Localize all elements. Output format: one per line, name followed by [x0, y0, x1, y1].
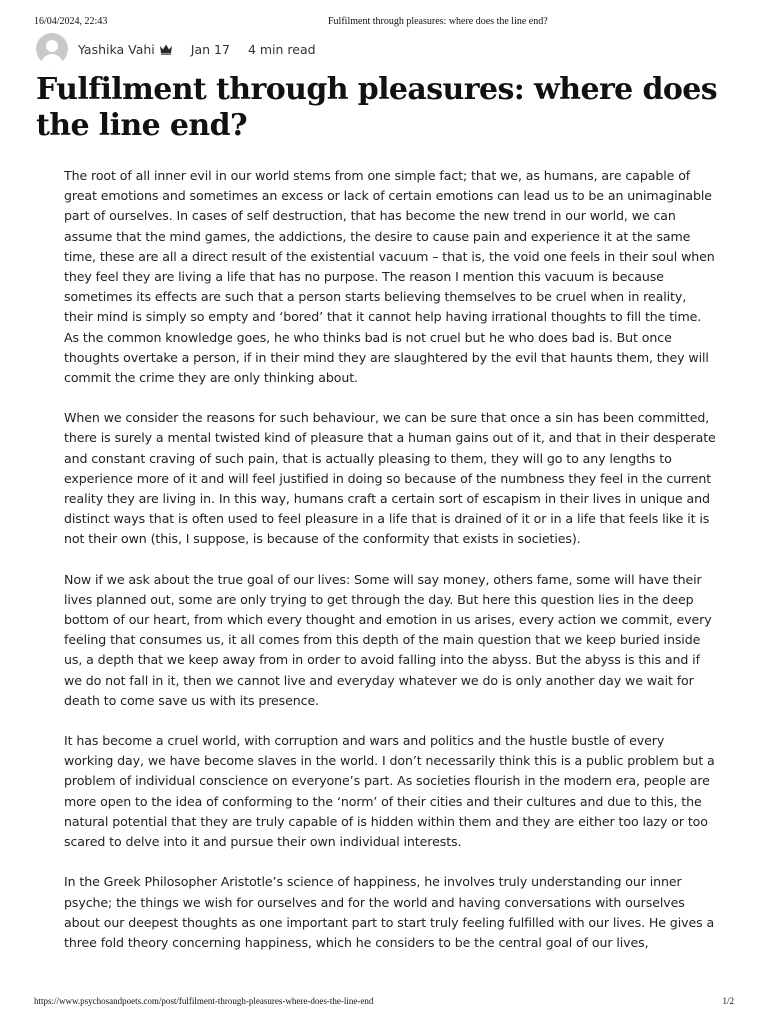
- print-datetime: 16/04/2024, 22:43: [34, 16, 108, 27]
- article-paragraph: In the Greek Philosopher Aristotle’s science of happiness, he involves truly understanding our inner psyche; the things we wish for ourselves and for the world and having conversations with ourselves about our deepest thoughts as one important part to start truly feeling fulfilled with our lives. He gives a three fold theory concerning happiness, which he considers to be the central goal of our lives,: [64, 874, 715, 950]
- article-paragraph: Now if we ask about the true goal of our lives: Some will say money, others fame, some will have their lives planned out, some are only trying to get through the day. But here this question lies in the deep bottom of our heart, from which every thought and emotion in us arises, every action we commit, every feeling that consumes us, it all comes from this depth of the main question that we keep buried inside us, a depth that we keep away from in order to avoid falling into the abyss. But the abyss is this and if we do not fall in it, then we cannot live and everyday whatever we do is only another day we wait for death to come save us with its presence.: [64, 571, 712, 708]
- print-page-title: Fulfilment through pleasures: where does the line end?: [328, 16, 548, 27]
- article-title: Fulfilment through pleasures: where does the line end?: [36, 72, 718, 143]
- article-paragraph: It has become a cruel world, with corruption and wars and politics and the hustle bustle of every working day, we have become slaves in the world. I don’t necessarily think this is a public problem but a problem of individual conscience on everyone’s part. As societies flourish in the modern era, people are more open to the idea of conforming to the ‘norm’ of their cities and their cultures and due to this, the natural potential that they are truly capable of is hidden within them and they are either too lazy or too scared to delve into it and pursue their own individual interests.: [64, 733, 715, 850]
- author-bar: [36, 32, 316, 66]
- print-header: [34, 16, 734, 30]
- print-page-number: 1/2: [722, 996, 734, 1006]
- read-time: 4 min read: [247, 41, 316, 57]
- post-date: Jan 17: [190, 41, 230, 57]
- print-footer: [34, 996, 734, 1010]
- print-url: https://www.psychosandpoets.com/post/fulfilment-through-pleasures-where-does-the-line-end: [34, 996, 374, 1006]
- article-paragraph: When we consider the reasons for such behaviour, we can be sure that once a sin has been committed, there is surely a mental twisted kind of pleasure that a human gains out of it, and that in their desperate and constant craving of such pain, that is actually pleasing to them, they will go to any lengths to experience more of it and will feel justified in doing so because of the numbness they feel in the current reality they are living in. In this way, humans craft a certain sort of escapism in their lives in unique and distinct ways that is often used to feel pleasure in a life that is drained of it or in a life that feels like it is not their own (this, I suppose, is because of the conformity that exists in societies).: [64, 410, 716, 547]
- author-name[interactable]: Yashika Vahi: [78, 41, 155, 57]
- crown-icon: [159, 43, 173, 55]
- article-paragraph: The root of all inner evil in our world stems from one simple fact; that we, as humans, are capable of great emotions and sometimes an excess or lack of certain emotions can lead us to be an unimaginable part of ourselves. In cases of self destruction, that has become the new trend in our world, we can assume that the mind games, the addictions, the desire to cause pain and experience it at the same time, these are all a direct result of the existential vacuum – that is, the void one feels in their soul when they feel they are living a life that has no purpose. The reason I mention this vacuum is because sometimes its effects are such that a person starts believing themselves to be cruel when in reality, their mind is simply so empty and ‘bored’ that it cannot help having irrational thoughts to fill the time. As the common knowledge goes, he who thinks bad is not cruel but he who does bad is. But once thoughts overtake a person, if in their mind they are slaughtered by the evil that haunts them, they will commit the crime they are only thinking about.: [64, 168, 715, 386]
- article-body: [64, 166, 716, 973]
- avatar[interactable]: [36, 33, 68, 65]
